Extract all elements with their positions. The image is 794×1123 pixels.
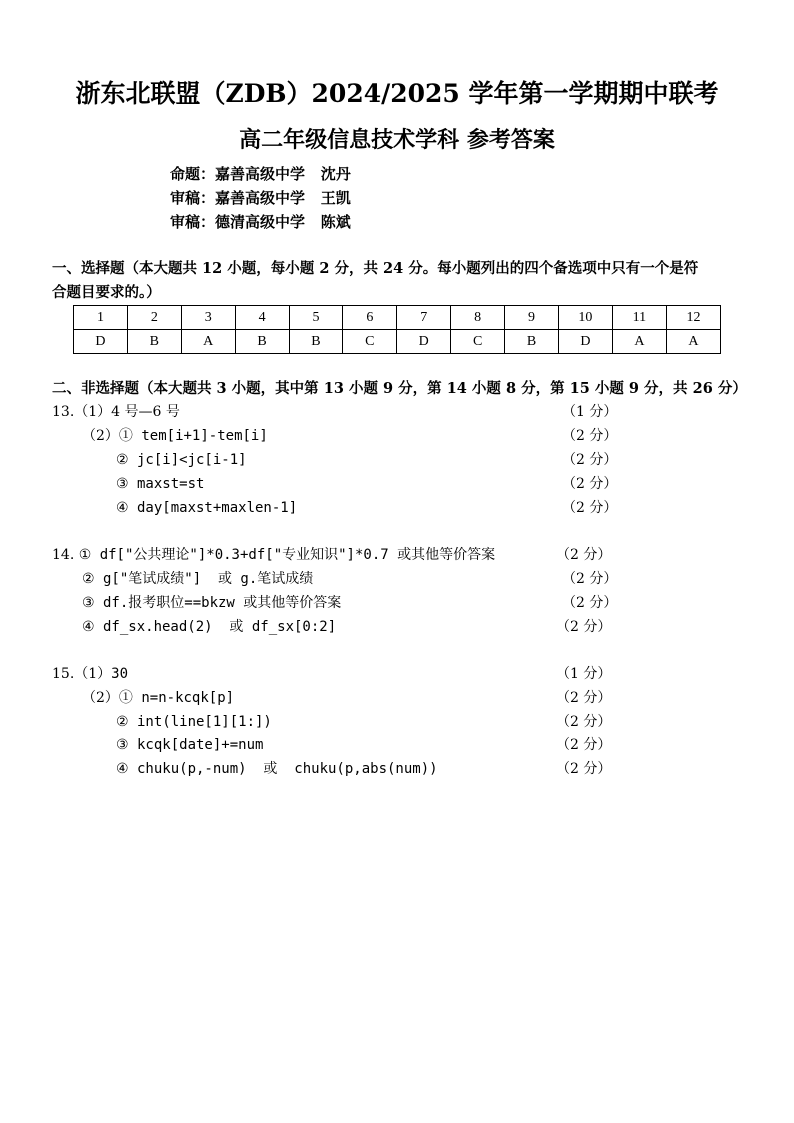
document-title: 浙东北联盟（ZDB）2024/2025 学年第一学期期中联考 (75, 79, 719, 108)
q15-label: （2）① (82, 690, 133, 706)
answer-letter: D (397, 330, 451, 354)
q15-part2-3 (116, 735, 263, 755)
q14-score: （2 分） (562, 595, 618, 611)
q14-answer: g["笔试成绩"] 或 g.笔试成绩 (103, 571, 314, 587)
q14-answer: df["公共理论"]*0.3+df["专业知识"]*0.7 或其他等价答案 (99, 547, 496, 563)
q14-score: （2 分） (556, 619, 612, 635)
q13-label: ② (116, 452, 129, 468)
q15-label: ③ (116, 737, 129, 753)
credit-role: 审稿： (170, 189, 216, 207)
answer-letter: A (666, 330, 720, 354)
answer-letter: B (127, 330, 181, 354)
q15-part1 (52, 664, 128, 684)
question-number: 1 (74, 306, 128, 330)
q13-score: （2 分） (562, 500, 618, 516)
document-subtitle: 高二年级信息技术学科 参考答案 (239, 127, 555, 153)
question-number: 6 (343, 306, 397, 330)
credit-school: 德清高级中学 (215, 213, 306, 231)
q15-score: （2 分） (556, 737, 612, 753)
q13-answer: jc[i]<jc[i-1] (137, 452, 247, 468)
q14-answer: df.报考职位==bkzw 或其他等价答案 (103, 595, 342, 611)
answer-letter: D (558, 330, 612, 354)
q14-label: ② (82, 571, 95, 587)
section1-heading (52, 257, 752, 305)
answer-letter: C (451, 330, 505, 354)
q14-part3 (82, 593, 341, 613)
q15-part2-4 (116, 759, 438, 779)
section2-heading: 二、非选择题（本大题共 3 小题，其中第 13 小题 9 分，第 14 小题 8 分，第 15 小题 9 分，共 26 分） (52, 380, 747, 397)
q13-label: 13.（1） (52, 404, 112, 420)
question-number: 3 (181, 306, 235, 330)
q13-answer: tem[i+1]-tem[i] (141, 428, 268, 444)
section1-heading-line2: 合题目要求的。） (52, 284, 161, 301)
q15-label: 15.（1） (52, 666, 112, 682)
q13-score: （2 分） (562, 476, 618, 492)
q14-part1 (52, 545, 495, 565)
q15-label: ② (116, 714, 129, 730)
q14-label: 14. ① (52, 547, 92, 563)
q15-part2-1 (82, 688, 234, 708)
answer-letter: C (343, 330, 397, 354)
credit-school: 嘉善高级中学 (215, 189, 306, 207)
q15-part2-2 (116, 712, 272, 732)
section1-heading-line1: 一、选择题（本大题共 12 小题，每小题 2 分，共 24 分。每小题列出的四个备选项中只有一个是符 (52, 260, 699, 277)
q13-part2-2 (116, 450, 247, 470)
q14-part2 (82, 569, 313, 589)
q13-part2-4 (116, 498, 297, 518)
credit-row (170, 186, 351, 210)
question-number: 7 (397, 306, 451, 330)
q13-answer: 4 号—6 号 (111, 404, 180, 420)
question-number: 8 (451, 306, 505, 330)
answer-table-number-row (74, 306, 721, 330)
question-number: 4 (235, 306, 289, 330)
q15-score: （2 分） (556, 714, 612, 730)
credit-row (170, 210, 351, 234)
credit-role: 命题： (170, 165, 216, 183)
answer-table-answer-row (74, 330, 721, 354)
q13-answer: maxst=st (137, 476, 205, 492)
q13-label: ④ (116, 500, 129, 516)
answer-letter: D (74, 330, 128, 354)
q13-part1 (52, 402, 180, 422)
q15-score: （2 分） (556, 761, 612, 777)
credit-name: 沈丹 (320, 165, 351, 183)
q14-score: （2 分） (562, 571, 618, 587)
answer-letter: B (505, 330, 559, 354)
credit-name: 王凯 (320, 189, 351, 207)
q13-score: （1 分） (562, 404, 618, 420)
answer-table (73, 305, 721, 354)
q14-label: ④ (82, 619, 95, 635)
q14-score: （2 分） (556, 547, 612, 563)
q15-label: ④ (116, 761, 129, 777)
q14-label: ③ (82, 595, 95, 611)
question-number: 10 (558, 306, 612, 330)
credit-role: 审稿： (170, 213, 216, 231)
answer-letter: B (235, 330, 289, 354)
q13-score: （2 分） (562, 428, 618, 444)
question-number: 12 (666, 306, 720, 330)
q13-answer: day[maxst+maxlen-1] (137, 500, 298, 516)
q15-answer: kcqk[date]+=num (137, 737, 264, 753)
credits-block (170, 162, 351, 234)
q15-answer: n=n-kcqk[p] (141, 690, 235, 706)
q13-part2-1 (82, 426, 268, 446)
q14-part4 (82, 617, 336, 637)
q15-answer: int(line[1][1:]) (137, 714, 272, 730)
q13-label: （2）① (82, 428, 133, 444)
q14-answer: df_sx.head(2) 或 df_sx[0:2] (103, 619, 337, 635)
q13-score: （2 分） (562, 452, 618, 468)
question-number: 11 (612, 306, 666, 330)
credit-school: 嘉善高级中学 (215, 165, 306, 183)
q15-score: （2 分） (556, 690, 612, 706)
credit-row (170, 162, 351, 186)
question-number: 9 (505, 306, 559, 330)
question-number: 2 (127, 306, 181, 330)
credit-name: 陈斌 (320, 213, 351, 231)
answer-letter: B (289, 330, 343, 354)
q15-answer: chuku(p,-num) 或 chuku(p,abs(num)) (137, 761, 438, 777)
answer-letter: A (181, 330, 235, 354)
question-number: 5 (289, 306, 343, 330)
q13-label: ③ (116, 476, 129, 492)
q13-part2-3 (116, 474, 204, 494)
q15-score: （1 分） (556, 666, 612, 682)
q15-answer: 30 (111, 666, 129, 682)
answer-letter: A (612, 330, 666, 354)
